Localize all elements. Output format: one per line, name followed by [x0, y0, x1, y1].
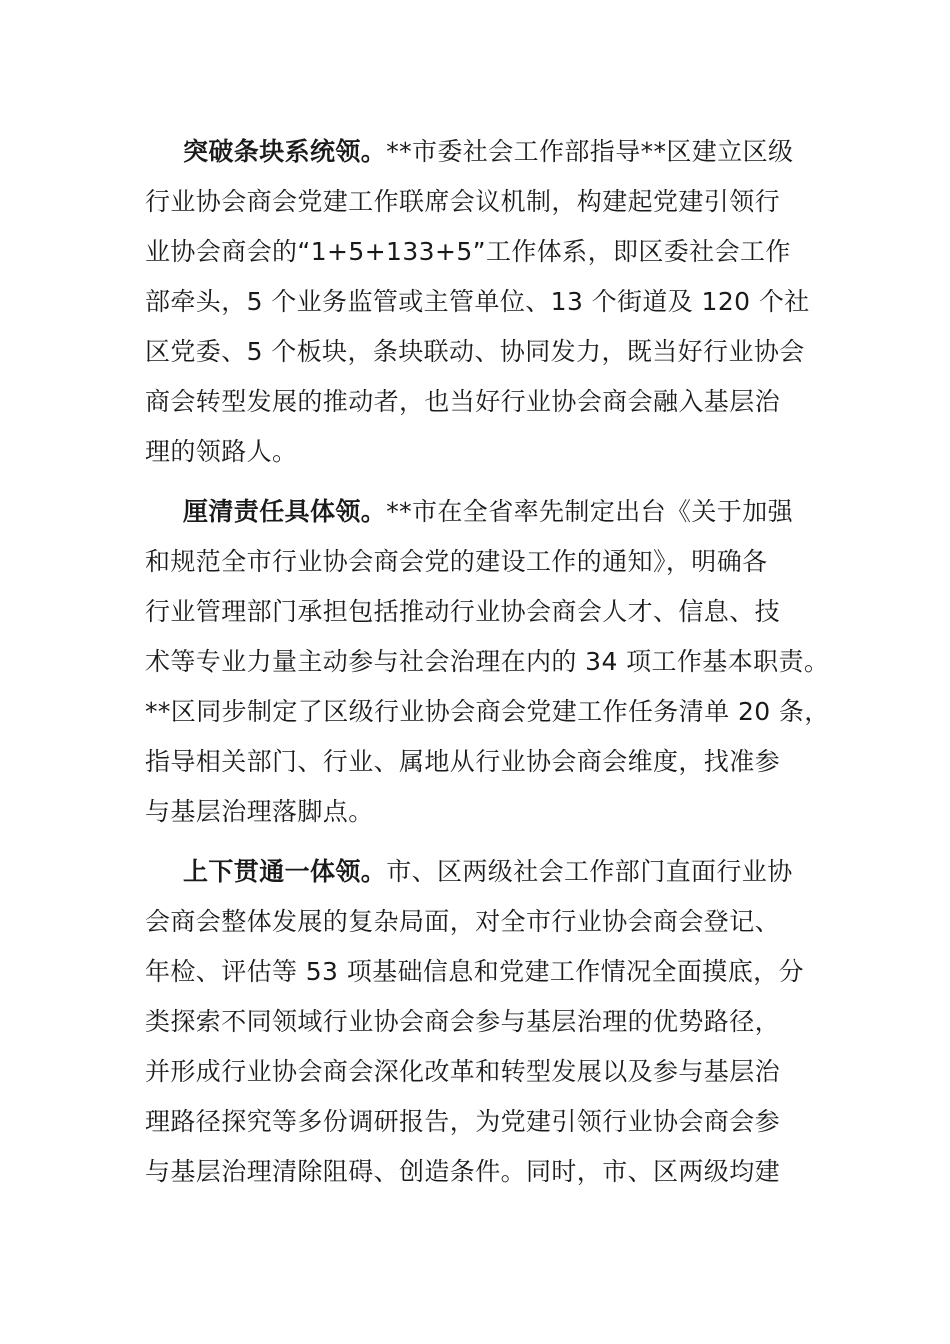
paragraph-line: 行业管理部门承担包括推动行业协会商会人才、信息、技	[145, 597, 781, 626]
paragraph-line: 市、区两级社会工作部门直面行业协	[386, 857, 793, 886]
paragraph-line: 理的领路人。	[145, 437, 298, 466]
paragraph-line: **市在全省率先制定出台《关于加强	[386, 497, 794, 526]
paragraph-line: 指导相关部门、行业、属地从行业协会商会维度，找准参	[145, 747, 781, 776]
paragraph-line: 术等专业力量主动参与社会治理在内的 34 项工作基本职责。	[145, 647, 830, 676]
paragraph-line: 类探索不同领域行业协会商会参与基层治理的优势路径，	[145, 1007, 781, 1036]
paragraph-lead-heading: 突破条块系统领。	[183, 137, 387, 166]
paragraph-line: 行业协会商会党建工作联席会议机制，构建起党建引领行	[145, 187, 781, 216]
paragraph-line: 理路径探究等多份调研报告，为党建引领行业协会商会参	[145, 1107, 781, 1136]
paragraph-line: **区同步制定了区级行业协会商会党建工作任务清单 20 条，	[145, 697, 830, 726]
paragraph-3	[145, 847, 825, 1197]
paragraph-line: 和规范全市行业协会商会党的建设工作的通知》，明确各	[145, 547, 768, 576]
paragraph-line: **市委社会工作部指导**区建立区级	[386, 137, 794, 166]
paragraph-line: 业协会商会的“1+5+133+5”工作体系，即区委社会工作	[145, 237, 791, 266]
paragraph-line: 与基层治理落脚点。	[145, 797, 374, 826]
paragraph-first-line	[145, 127, 825, 177]
paragraph-2	[145, 487, 830, 837]
paragraph-lead-heading: 厘清责任具体领。	[183, 497, 387, 526]
paragraph-line: 部牵头，5 个业务监管或主管单位、13 个街道及 120 个社	[145, 287, 810, 316]
paragraph-line: 商会转型发展的推动者，也当好行业协会商会融入基层治	[145, 387, 781, 416]
paragraph-1	[145, 127, 825, 477]
paragraph-line: 会商会整体发展的复杂局面，对全市行业协会商会登记、	[145, 907, 781, 936]
paragraph-line: 年检、评估等 53 项基础信息和党建工作情况全面摸底，分	[145, 957, 804, 986]
paragraph-lead-heading: 上下贯通一体领。	[183, 857, 387, 886]
paragraph-line: 与基层治理清除阻碍、创造条件。同时，市、区两级均建	[145, 1157, 781, 1186]
paragraph-line: 区党委、5 个板块，条块联动、协同发力，既当好行业协会	[145, 337, 805, 366]
paragraph-line: 并形成行业协会商会深化改革和转型发展以及参与基层治	[145, 1057, 781, 1086]
paragraph-first-line	[145, 487, 825, 537]
paragraph-first-line	[145, 847, 825, 897]
